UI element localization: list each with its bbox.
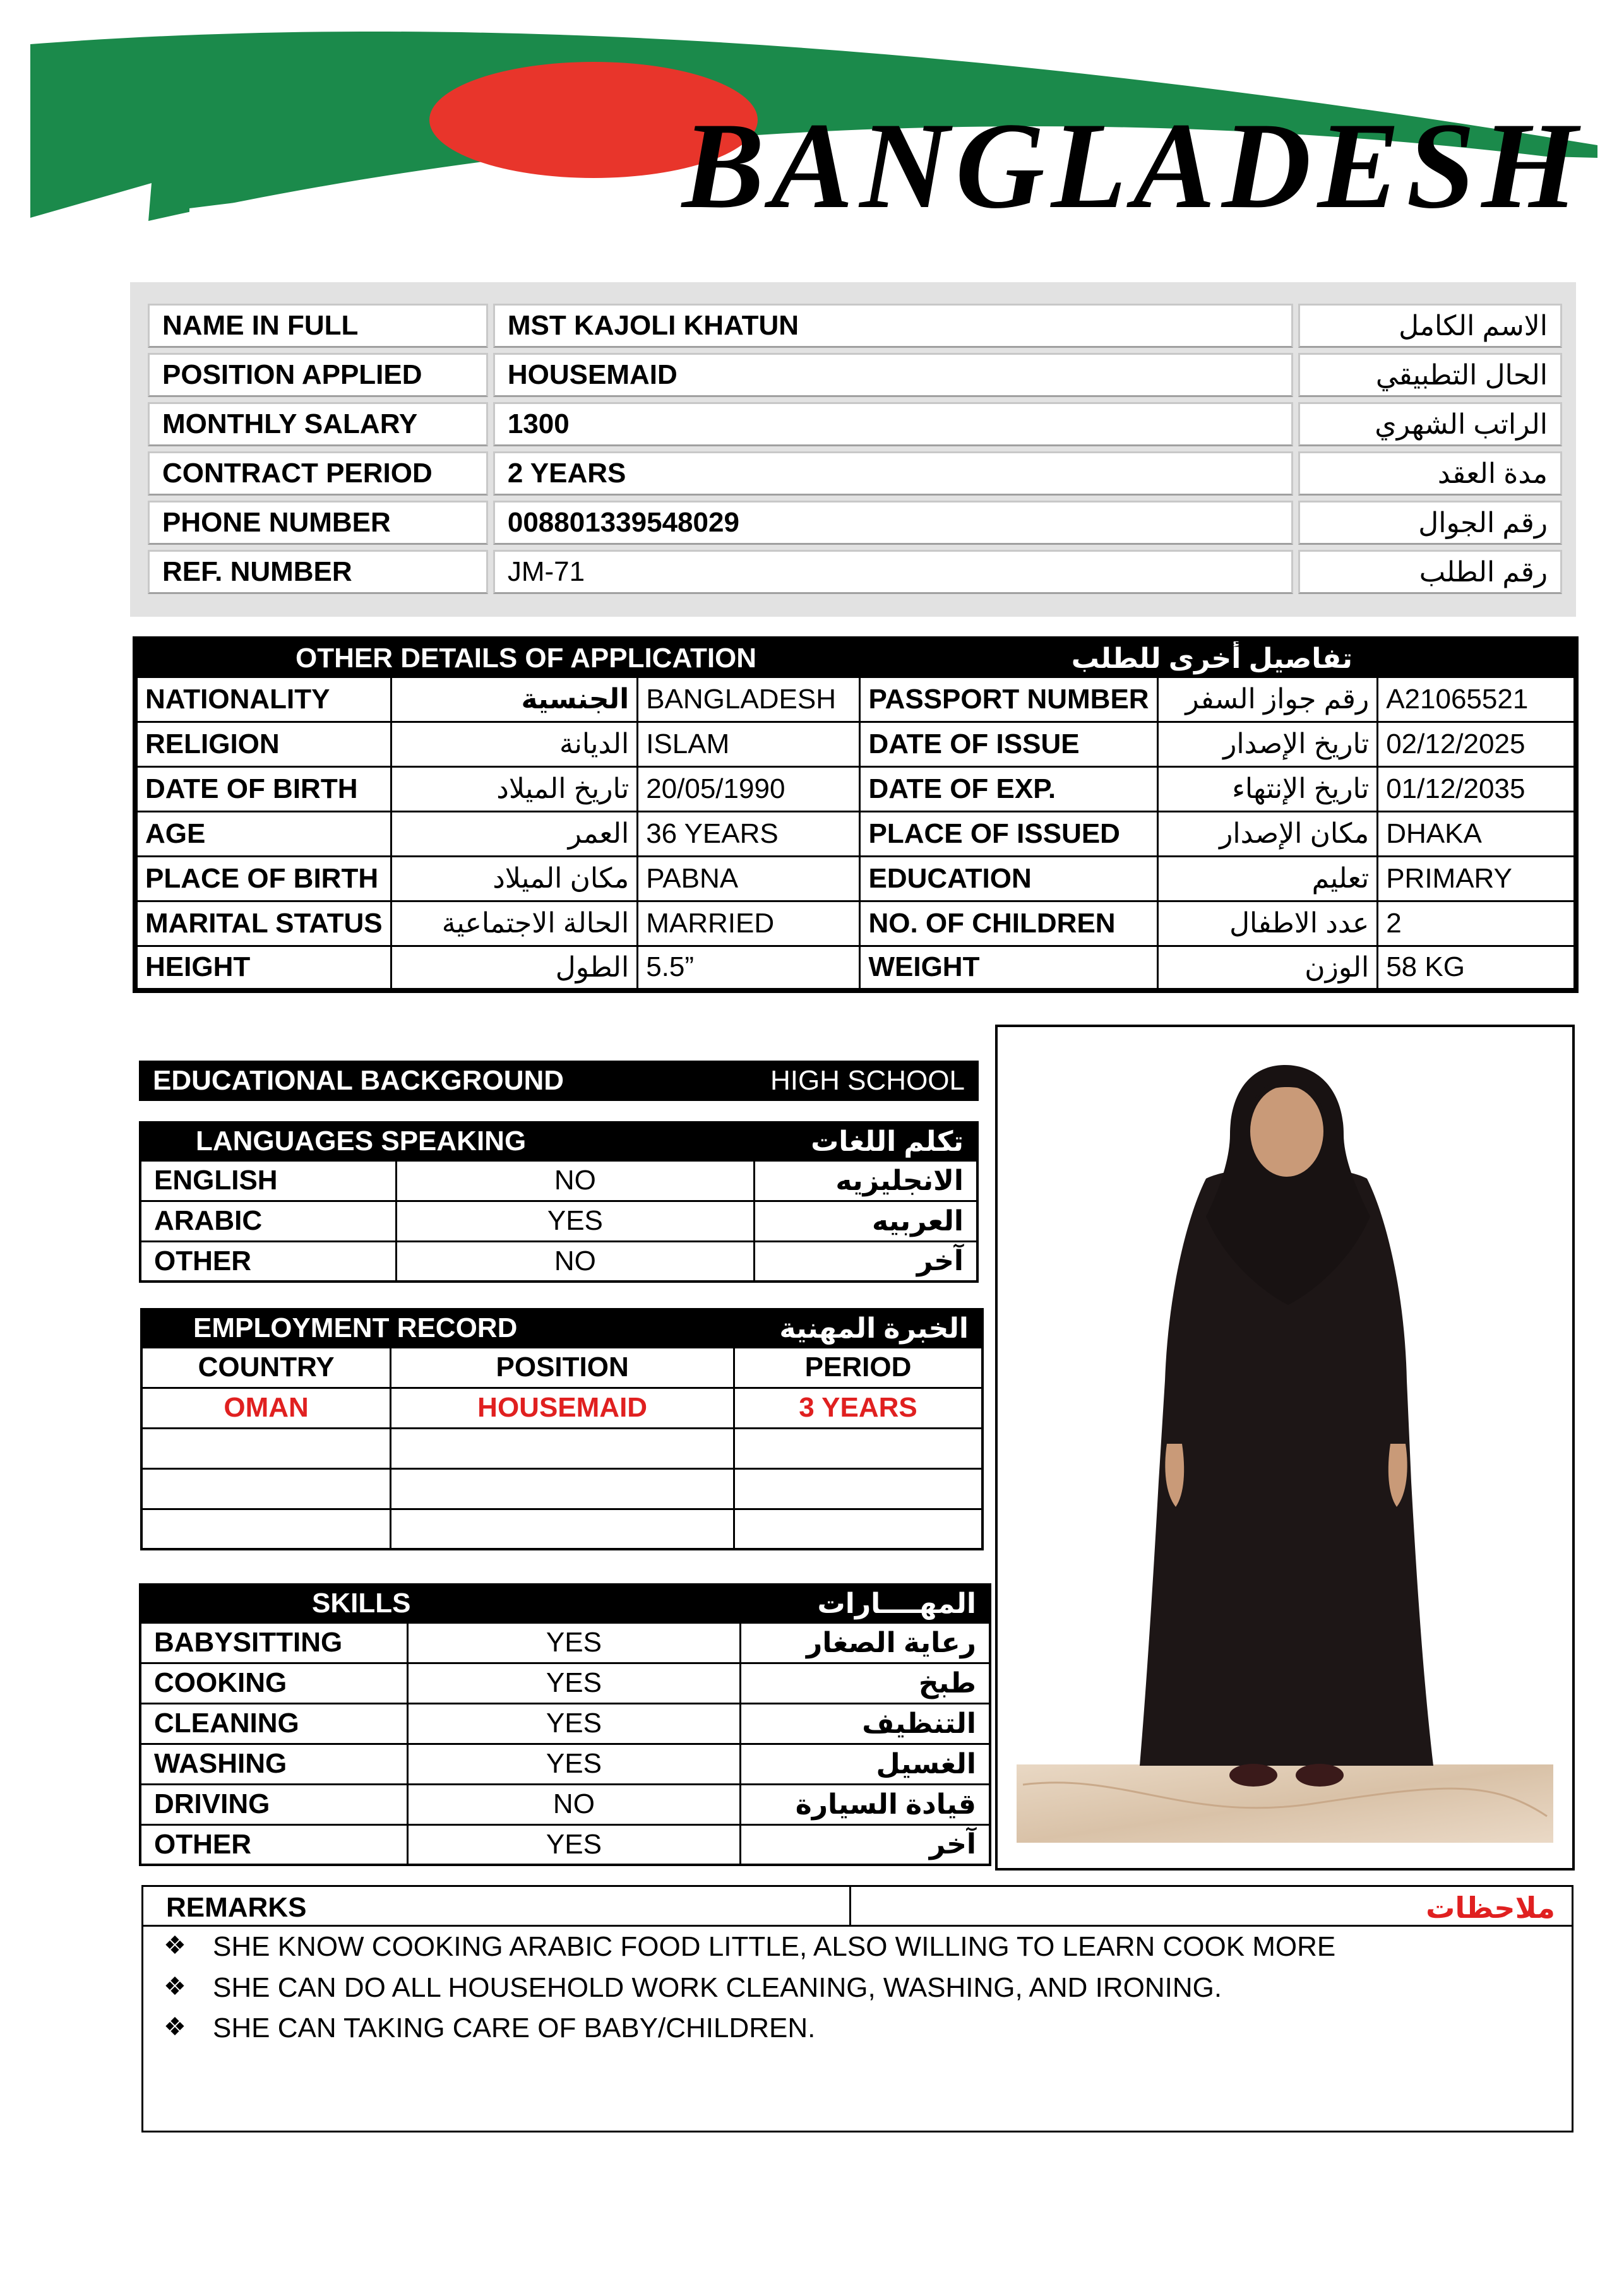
field-value: PRIMARY — [1378, 856, 1576, 901]
field-label: MARITAL STATUS — [135, 901, 391, 946]
field-value: A21065521 — [1378, 677, 1576, 722]
remark-item — [164, 1931, 1336, 1963]
field-label: DATE OF EXP. — [860, 766, 1157, 811]
employment-period: 3 YEARS — [734, 1388, 982, 1428]
field-label: WEIGHT — [860, 946, 1157, 990]
employment-position: HOUSEMAID — [391, 1388, 734, 1428]
field-value: MARRIED — [638, 901, 860, 946]
skill-name: CLEANING — [140, 1703, 407, 1744]
section-title-ar: المهــــارات — [740, 1585, 990, 1622]
field-label-ar: تاريخ الإصدار — [1157, 722, 1377, 766]
skill-value: YES — [407, 1663, 740, 1703]
applicant-photo-frame — [995, 1025, 1575, 1871]
skill-value: YES — [407, 1703, 740, 1744]
table-row — [140, 1241, 977, 1282]
field-label: POSITION APPLIED — [148, 353, 488, 397]
skill-name: OTHER — [140, 1824, 407, 1865]
field-value: 58 KG — [1378, 946, 1576, 990]
table-row — [135, 901, 1576, 946]
field-value: JM-71 — [493, 550, 1293, 594]
table-header-row — [141, 1347, 982, 1388]
table-row — [135, 811, 1576, 856]
skill-name: WASHING — [140, 1744, 407, 1784]
diamond-bullet-icon: ❖ — [164, 1932, 186, 1960]
field-label: NATIONALITY — [135, 677, 391, 722]
field-label-ar: الاسم الكامل — [1298, 304, 1562, 348]
skill-value: YES — [407, 1744, 740, 1784]
field-label: PLACE OF BIRTH — [135, 856, 391, 901]
language-value: YES — [396, 1201, 755, 1241]
personal-info-table — [143, 299, 1567, 599]
field-label-ar: تاريخ الميلاد — [391, 766, 637, 811]
field-value: 1300 — [493, 402, 1293, 446]
column-header: POSITION — [391, 1347, 734, 1388]
table-row — [148, 501, 1562, 545]
column-header: PERIOD — [734, 1347, 982, 1388]
language-name-ar: آخر — [755, 1241, 977, 1282]
skill-name-ar: رعاية الصغار — [740, 1622, 990, 1663]
field-value: 01/12/2035 — [1378, 766, 1576, 811]
field-label: NO. OF CHILDREN — [860, 901, 1157, 946]
field-label-ar: رقم الطلب — [1298, 550, 1562, 594]
language-name: ARABIC — [140, 1201, 396, 1241]
field-label-ar: الوزن — [1157, 946, 1377, 990]
left-shoe — [1229, 1764, 1277, 1787]
section-title-ar: تفاصيل أخرى للطلب — [860, 639, 1576, 677]
remark-text: SHE KNOW COOKING ARABIC FOOD LITTLE, ALSO WILLING TO LEARN COOK MORE — [213, 1931, 1336, 1962]
section-title: SKILLS — [140, 1585, 740, 1622]
field-value: 02/12/2025 — [1378, 722, 1576, 766]
country-title: BANGLADESH — [682, 97, 1584, 234]
field-label: PHONE NUMBER — [148, 501, 488, 545]
field-label-ar: الراتب الشهري — [1298, 402, 1562, 446]
floor — [1017, 1764, 1553, 1843]
field-label-ar: مكان الإصدار — [1157, 811, 1377, 856]
field-value: 20/05/1990 — [638, 766, 860, 811]
skill-name: BABYSITTING — [140, 1622, 407, 1663]
table-row — [135, 766, 1576, 811]
remarks-title: REMARKS — [166, 1892, 307, 1923]
empty-cell — [734, 1428, 982, 1468]
employment-country: OMAN — [141, 1388, 391, 1428]
skills-table — [139, 1583, 991, 1866]
skill-name: COOKING — [140, 1663, 407, 1703]
field-value: BANGLADESH — [638, 677, 860, 722]
table-row — [135, 856, 1576, 901]
empty-cell — [141, 1468, 391, 1509]
language-name: OTHER — [140, 1241, 396, 1282]
empty-cell — [734, 1468, 982, 1509]
table-row — [141, 1388, 982, 1428]
face — [1250, 1086, 1323, 1177]
field-label-ar: الطول — [391, 946, 637, 990]
table-row — [140, 1622, 990, 1663]
field-label: EDUCATION — [860, 856, 1157, 901]
table-row — [140, 1703, 990, 1744]
field-label: REF. NUMBER — [148, 550, 488, 594]
skill-name-ar: طبخ — [740, 1663, 990, 1703]
skill-name-ar: الغسيل — [740, 1744, 990, 1784]
language-name-ar: الانجليزيه — [755, 1160, 977, 1201]
field-value: ISLAM — [638, 722, 860, 766]
table-row — [148, 402, 1562, 446]
empty-cell — [141, 1428, 391, 1468]
languages-table — [139, 1121, 979, 1283]
skill-name-ar: التنظيف — [740, 1703, 990, 1744]
education-value: HIGH SCHOOL — [770, 1065, 965, 1096]
table-row — [140, 1744, 990, 1784]
table-row — [140, 1201, 977, 1241]
section-title: OTHER DETAILS OF APPLICATION — [135, 639, 860, 677]
table-row — [148, 451, 1562, 496]
empty-cell — [391, 1509, 734, 1549]
language-value: NO — [396, 1241, 755, 1282]
field-label-ar: تعليم — [1157, 856, 1377, 901]
field-label: HEIGHT — [135, 946, 391, 990]
remark-item — [164, 2013, 816, 2044]
field-label-ar: مدة العقد — [1298, 451, 1562, 496]
field-label: PASSPORT NUMBER — [860, 677, 1157, 722]
field-label: DATE OF BIRTH — [135, 766, 391, 811]
employment-header — [141, 1309, 982, 1347]
remark-text: SHE CAN TAKING CARE OF BABY/CHILDREN. — [213, 2013, 816, 2043]
languages-header — [140, 1122, 977, 1160]
field-value: PABNA — [638, 856, 860, 901]
empty-cell — [391, 1428, 734, 1468]
field-label-ar: رقم الجوال — [1298, 501, 1562, 545]
table-row — [141, 1468, 982, 1509]
remarks-box — [141, 1885, 1573, 2132]
field-label: DATE OF ISSUE — [860, 722, 1157, 766]
remarks-header-divider — [849, 1887, 851, 1925]
skill-name-ar: آخر — [740, 1824, 990, 1865]
field-label: PLACE OF ISSUED — [860, 811, 1157, 856]
field-label-ar: الحال التطبيقي — [1298, 353, 1562, 397]
empty-cell — [391, 1468, 734, 1509]
field-value: DHAKA — [1378, 811, 1576, 856]
field-label-ar: الديانة — [391, 722, 637, 766]
table-row — [141, 1509, 982, 1549]
table-row — [140, 1824, 990, 1865]
right-shoe — [1296, 1764, 1344, 1787]
skill-value: YES — [407, 1824, 740, 1865]
field-value: 2 — [1378, 901, 1576, 946]
empty-cell — [141, 1509, 391, 1549]
field-label: RELIGION — [135, 722, 391, 766]
table-row — [148, 304, 1562, 348]
skill-value: NO — [407, 1784, 740, 1824]
language-value: NO — [396, 1160, 755, 1201]
section-title: LANGUAGES SPEAKING — [140, 1122, 755, 1160]
empty-cell — [734, 1509, 982, 1549]
education-label: EDUCATIONAL BACKGROUND — [153, 1065, 564, 1096]
field-label-ar: عدد الاطفال — [1157, 901, 1377, 946]
language-name-ar: العربيه — [755, 1201, 977, 1241]
field-label-ar: مكان الميلاد — [391, 856, 637, 901]
table-row — [148, 353, 1562, 397]
table-row — [140, 1784, 990, 1824]
skill-name-ar: قيادة السيارة — [740, 1784, 990, 1824]
table-row — [141, 1428, 982, 1468]
table-row — [135, 677, 1576, 722]
field-label-ar: الحالة الاجتماعية — [391, 901, 637, 946]
educational-background-bar — [139, 1061, 979, 1101]
field-value: HOUSEMAID — [493, 353, 1293, 397]
remarks-header — [143, 1887, 1572, 1927]
field-label-ar: العمر — [391, 811, 637, 856]
remark-item — [164, 1972, 1222, 2004]
table-row — [135, 722, 1576, 766]
field-value: 2 YEARS — [493, 451, 1293, 496]
remarks-title-ar: ملاحظات — [1426, 1891, 1555, 1924]
field-label: AGE — [135, 811, 391, 856]
skill-value: YES — [407, 1622, 740, 1663]
field-value: 36 YEARS — [638, 811, 860, 856]
column-header: COUNTRY — [141, 1347, 391, 1388]
table-row — [140, 1663, 990, 1703]
remark-text: SHE CAN DO ALL HOUSEHOLD WORK CLEANING, WASHING, AND IRONING. — [213, 1972, 1222, 2003]
applicant-photo — [998, 1027, 1572, 1868]
field-label-ar: رقم جواز السفر — [1157, 677, 1377, 722]
table-row — [140, 1160, 977, 1201]
section-title: EMPLOYMENT RECORD — [141, 1309, 734, 1347]
section-title-ar: الخبرة المهنية — [734, 1309, 982, 1347]
field-label: CONTRACT PERIOD — [148, 451, 488, 496]
field-value: 5.5” — [638, 946, 860, 990]
field-label-ar: الجنسية — [391, 677, 637, 722]
field-label: NAME IN FULL — [148, 304, 488, 348]
employment-record-table — [140, 1308, 984, 1550]
other-details-header — [135, 639, 1576, 677]
field-label-ar: تاريخ الإنتهاء — [1157, 766, 1377, 811]
skills-header — [140, 1585, 990, 1622]
diamond-bullet-icon: ❖ — [164, 1973, 186, 2001]
section-title-ar: تكلم اللغات — [755, 1122, 977, 1160]
field-label: MONTHLY SALARY — [148, 402, 488, 446]
skill-name: DRIVING — [140, 1784, 407, 1824]
language-name: ENGLISH — [140, 1160, 396, 1201]
field-value: 008801339548029 — [493, 501, 1293, 545]
table-row — [148, 550, 1562, 594]
other-details-table — [133, 636, 1579, 993]
diamond-bullet-icon: ❖ — [164, 2013, 186, 2041]
table-row — [135, 946, 1576, 990]
field-value: MST KAJOLI KHATUN — [493, 304, 1293, 348]
